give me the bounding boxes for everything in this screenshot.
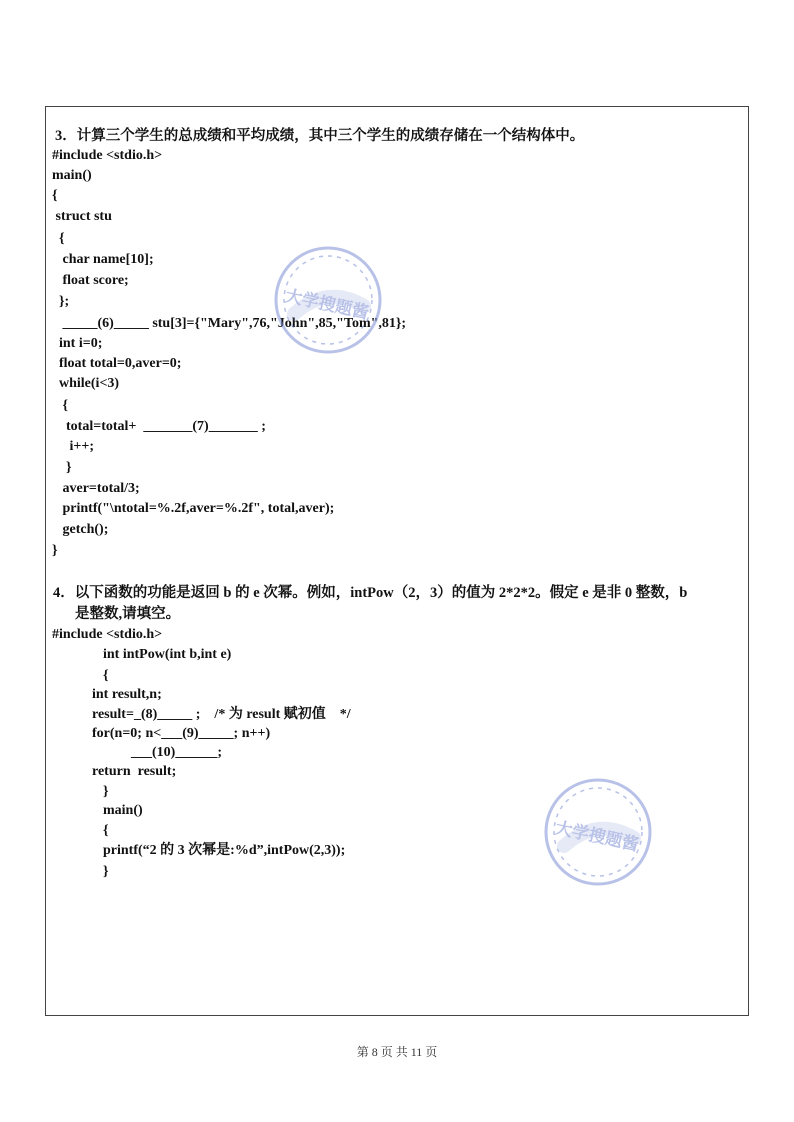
question-4-title: 4．以下函数的功能是返回 b 的 e 次幂。例如，intPow（2，3）的值为 2*2*2。假定 e 是非 0 整数，b <box>53 585 688 601</box>
code-line: }; <box>52 294 70 309</box>
watermark-stamp-icon <box>542 776 654 888</box>
code-line-blank-6: _____(6)_____ stu[3]={"Mary",76,"John",85,"Tom",81}; <box>52 316 407 331</box>
code-line: main() <box>52 168 92 183</box>
code-line: return result; <box>92 764 177 779</box>
code-line: } <box>103 784 109 799</box>
stamp-text: 大学搜题酱 <box>553 818 641 856</box>
code-line: { <box>52 188 58 203</box>
code-line: int i=0; <box>52 336 103 351</box>
code-line: float score; <box>52 273 129 288</box>
page-number: 第 8 页 共 11 页 <box>356 1045 438 1059</box>
code-line: getch(); <box>52 522 109 537</box>
code-line: printf(“2 的 3 次幂是:%d”,intPow(2,3)); <box>103 843 346 858</box>
question-3-title: 3．计算三个学生的总成绩和平均成绩，其中三个学生的成绩存储在一个结构体中。 <box>55 128 585 144</box>
code-line: int intPow(int b,int e) <box>103 647 232 662</box>
code-line: } <box>52 543 58 558</box>
code-line: } <box>103 864 109 879</box>
code-line-blank-10: ___(10)______; <box>131 745 222 760</box>
code-line: { <box>103 668 109 683</box>
code-line: { <box>52 231 65 246</box>
code-line: char name[10]; <box>52 252 154 267</box>
code-line: while(i<3) <box>52 376 120 391</box>
question-4-title-cont: 是整数,请填空。 <box>75 606 181 622</box>
code-line: struct stu <box>52 209 112 224</box>
code-line: int result,n; <box>92 687 162 702</box>
code-line: } <box>52 460 72 475</box>
code-line: aver=total/3; <box>52 481 140 496</box>
watermark-stamp-icon <box>272 244 384 356</box>
code-line: { <box>52 398 69 413</box>
code-line: { <box>103 823 109 838</box>
code-line: #include <stdio.h> <box>52 148 163 163</box>
code-line: float total=0,aver=0; <box>52 356 182 371</box>
stamp-text: 大学搜题酱 <box>283 286 371 324</box>
code-line-blank-8: result=_(8)_____ ; /* 为 result 赋初值 */ <box>92 707 351 722</box>
code-line: main() <box>103 803 143 818</box>
code-line: i++; <box>52 439 95 454</box>
code-line: #include <stdio.h> <box>52 627 163 642</box>
code-line: printf("\ntotal=%.2f,aver=%.2f", total,aver); <box>52 501 335 516</box>
code-line-blank-9: for(n=0; n<___(9)_____; n++) <box>92 726 271 741</box>
code-line-blank-7: total=total+ _______(7)_______ ; <box>52 419 266 434</box>
